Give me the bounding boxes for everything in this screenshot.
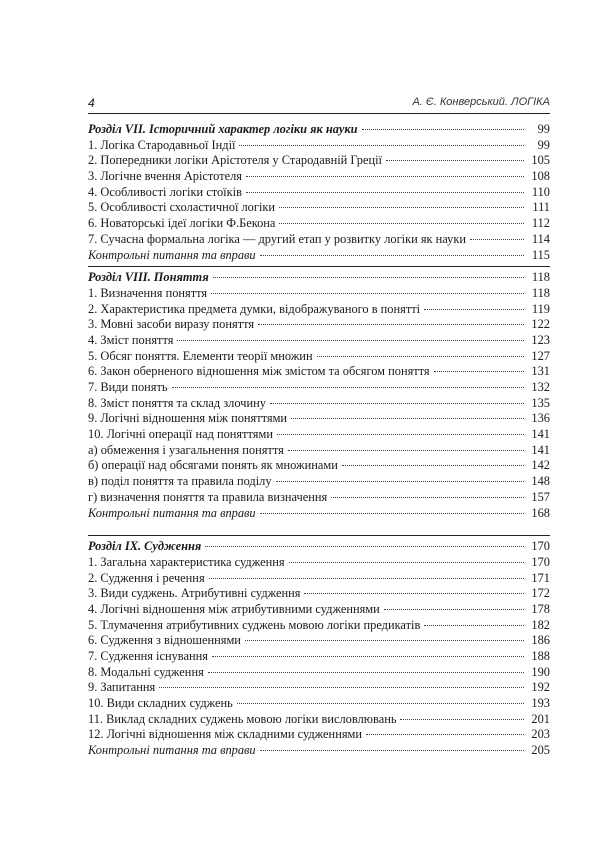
toc-item (88, 571, 550, 587)
control-questions-page: 205 (531, 743, 550, 758)
control-questions-label: Контрольні питання та вправи (88, 505, 256, 520)
toc-item (88, 680, 550, 696)
toc-item (88, 302, 550, 318)
toc-item-page: 203 (531, 727, 550, 742)
toc-item-page: 122 (531, 317, 550, 332)
toc-item (88, 696, 550, 712)
toc-section-8 (88, 270, 550, 521)
toc-item-page: 123 (531, 332, 550, 347)
section-divider (88, 535, 550, 536)
dot-leader (279, 223, 524, 224)
toc-section-7 (88, 122, 550, 263)
section-page: 170 (531, 539, 550, 554)
toc-item-label: 7. Судження існування (88, 649, 208, 663)
toc-item-label: 4. Логічні відношення між атрибутивними судженнями (88, 601, 380, 616)
dot-leader (424, 309, 524, 310)
toc-item-label: 7. Види понять (88, 380, 168, 394)
toc-item (88, 602, 550, 618)
toc-item-page: 118 (531, 285, 550, 300)
section-title: Розділ VIII. Поняття (88, 270, 209, 285)
toc-item-label: 6. Закон оберненого відношення між змістом та обсягом поняття (88, 364, 430, 379)
toc-item-label: 9. Логічні відношення між поняттями (88, 411, 288, 426)
dot-leader (177, 340, 524, 341)
toc-item-label: 1. Логіка Стародавньої Індії (88, 137, 236, 152)
toc-item-page: 131 (531, 364, 550, 379)
toc-item (88, 665, 550, 681)
dot-leader (362, 129, 525, 130)
toc-item-label: 7. Сучасна формальна логіка — другий етап у розвитку логіки як науки (88, 231, 467, 246)
dot-leader (386, 160, 524, 161)
toc-control-row (88, 743, 550, 759)
control-questions-label: Контрольні питання та вправи (88, 247, 256, 262)
running-title: А. Є. Конверський. ЛОГІКА (412, 96, 550, 108)
toc-item-label: 1. Загальна характеристика судження (88, 554, 285, 569)
toc-item (88, 490, 550, 506)
toc-item-label: 10. Види складних суджень (88, 696, 233, 711)
toc-item (88, 380, 550, 396)
header-rule (88, 113, 550, 114)
dot-leader (246, 192, 524, 193)
toc-item-page: 170 (531, 554, 550, 569)
toc-item (88, 458, 550, 474)
dot-leader (434, 371, 524, 372)
toc-item (88, 286, 550, 302)
toc-item-page: 127 (531, 348, 550, 363)
toc-item-label: 5. Обсяг поняття. Елементи теорії множин (88, 348, 313, 363)
section-title-row (88, 539, 550, 555)
toc-item-label: 6. Новаторські ідеї логіки Ф.Бекона (88, 216, 276, 231)
page-header (88, 96, 550, 116)
toc-item (88, 153, 550, 169)
toc-item (88, 411, 550, 427)
toc-item-page: 135 (531, 395, 550, 410)
toc-item-page: 201 (531, 711, 550, 726)
dot-leader (237, 703, 524, 704)
toc-item-label: 3. Мовні засоби виразу поняття (88, 317, 255, 332)
toc-item-page: 111 (532, 200, 550, 215)
section-divider (88, 266, 550, 267)
table-of-contents (88, 122, 550, 759)
toc-item-page: 132 (531, 380, 550, 394)
toc-item-page: 182 (531, 617, 550, 632)
section-title-row (88, 270, 550, 286)
toc-item (88, 727, 550, 743)
toc-item-page: 186 (531, 633, 550, 648)
dot-leader (208, 672, 524, 673)
toc-item (88, 200, 550, 216)
toc-item-page: 188 (531, 649, 550, 663)
dot-leader (400, 719, 524, 720)
toc-item-label: 2. Попередники логіки Арістотеля у Стародавній Греції (88, 153, 382, 168)
toc-item-label: 2. Судження і речення (88, 570, 205, 585)
toc-item (88, 364, 550, 380)
toc-item-label: 1. Визначення поняття (88, 285, 208, 300)
toc-item (88, 649, 550, 665)
toc-item (88, 185, 550, 201)
dot-leader (211, 293, 524, 294)
toc-item (88, 633, 550, 649)
dot-leader (260, 255, 524, 256)
toc-item-label: б) операції над обсягами понять як множинами (88, 458, 338, 473)
control-questions-page: 115 (531, 247, 550, 262)
dot-leader (172, 387, 524, 388)
toc-item-label: а) обмеження і узагальнення поняття (88, 442, 284, 457)
toc-section-9 (88, 539, 550, 759)
dot-leader (260, 750, 524, 751)
toc-item-page: 193 (531, 696, 550, 711)
toc-item (88, 427, 550, 443)
toc-item-label: 5. Тлумачення атрибутивних суджень мовою логіки предикатів (88, 617, 421, 632)
toc-item-label: 8. Зміст поняття та склад злочину (88, 395, 266, 410)
dot-leader (270, 403, 524, 404)
toc-item-page: 112 (531, 216, 550, 231)
toc-item-label: г) визначення поняття та правила визначення (88, 489, 328, 504)
toc-item-label: 3. Логічне вчення Арістотеля (88, 169, 242, 184)
dot-leader (384, 609, 524, 610)
toc-item-page: 142 (531, 458, 550, 473)
dot-leader (317, 356, 524, 357)
toc-item-page: 105 (531, 153, 550, 168)
toc-item (88, 396, 550, 412)
dot-leader (289, 562, 524, 563)
dot-leader (424, 625, 524, 626)
toc-item-label: 2. Характеристика предмета думки, відображуваного в понятті (88, 301, 421, 316)
toc-item (88, 349, 550, 365)
toc-item (88, 317, 550, 333)
dot-leader (213, 277, 524, 278)
toc-item (88, 169, 550, 185)
dot-leader (470, 239, 524, 240)
dot-leader (246, 176, 524, 177)
toc-item (88, 555, 550, 571)
toc-item-label: 10. Логічні операції над поняттями (88, 427, 273, 442)
toc-item-page: 141 (531, 442, 550, 457)
toc-item-label: 12. Логічні відношення між складними судженнями (88, 727, 362, 742)
dot-leader (279, 207, 524, 208)
toc-item-page: 190 (531, 664, 550, 679)
toc-item-page: 136 (531, 411, 550, 426)
dot-leader (258, 324, 524, 325)
dot-leader (239, 145, 524, 146)
toc-item (88, 474, 550, 490)
toc-item-label: 4. Особливості логіки стоїків (88, 184, 242, 199)
toc-item-label: 9. Запитання (88, 680, 156, 695)
toc-item-page: 99 (537, 137, 550, 152)
toc-item-label: в) поділ поняття та правила поділу (88, 474, 272, 489)
toc-item-label: 11. Виклад складних суджень мовою логіки висловлювань (88, 711, 397, 726)
dot-leader (159, 687, 524, 688)
toc-control-row (88, 248, 550, 264)
toc-item-page: 148 (531, 474, 550, 489)
toc-item-label: 4. Зміст поняття (88, 332, 174, 347)
dot-leader (304, 593, 524, 594)
dot-leader (260, 513, 524, 514)
section-title-row (88, 122, 550, 138)
toc-item-page: 141 (531, 427, 550, 442)
dot-leader (342, 465, 524, 466)
toc-control-row (88, 506, 550, 522)
dot-leader (205, 546, 524, 547)
control-questions-label: Контрольні питання та вправи (88, 743, 256, 758)
toc-item-page: 108 (531, 169, 550, 184)
toc-item-page: 119 (531, 301, 550, 316)
toc-item (88, 138, 550, 154)
toc-item-label: 6. Судження з відношеннями (88, 633, 241, 648)
dot-leader (245, 640, 524, 641)
toc-item-label: 3. Види суджень. Атрибутивні судження (88, 586, 301, 601)
section-title: Розділ VII. Історичний характер логіки як науки (88, 122, 358, 136)
toc-item (88, 333, 550, 349)
toc-item-page: 157 (531, 489, 550, 504)
toc-item-page: 178 (531, 601, 550, 616)
section-page: 118 (531, 270, 550, 285)
toc-item-page: 114 (531, 231, 550, 246)
toc-item (88, 712, 550, 728)
dot-leader (331, 497, 524, 498)
dot-leader (291, 418, 524, 419)
toc-item-page: 192 (531, 680, 550, 695)
dot-leader (366, 734, 524, 735)
toc-item (88, 443, 550, 459)
toc-item (88, 216, 550, 232)
toc-item-label: 5. Особливості схоластичної логіки (88, 200, 276, 215)
toc-item-page: 110 (531, 184, 550, 199)
section-title: Розділ IX. Судження (88, 539, 202, 554)
dot-leader (288, 450, 524, 451)
toc-item-page: 172 (531, 586, 550, 601)
toc-item-page: 171 (531, 570, 550, 585)
section-page: 99 (537, 122, 550, 136)
toc-item (88, 618, 550, 634)
control-questions-page: 168 (531, 505, 550, 520)
dot-leader (209, 578, 524, 579)
toc-item (88, 586, 550, 602)
dot-leader (277, 434, 524, 435)
page-number: 4 (88, 96, 95, 110)
dot-leader (212, 656, 524, 657)
toc-item (88, 232, 550, 248)
dot-leader (276, 481, 524, 482)
toc-item-label: 8. Модальні судження (88, 664, 204, 679)
